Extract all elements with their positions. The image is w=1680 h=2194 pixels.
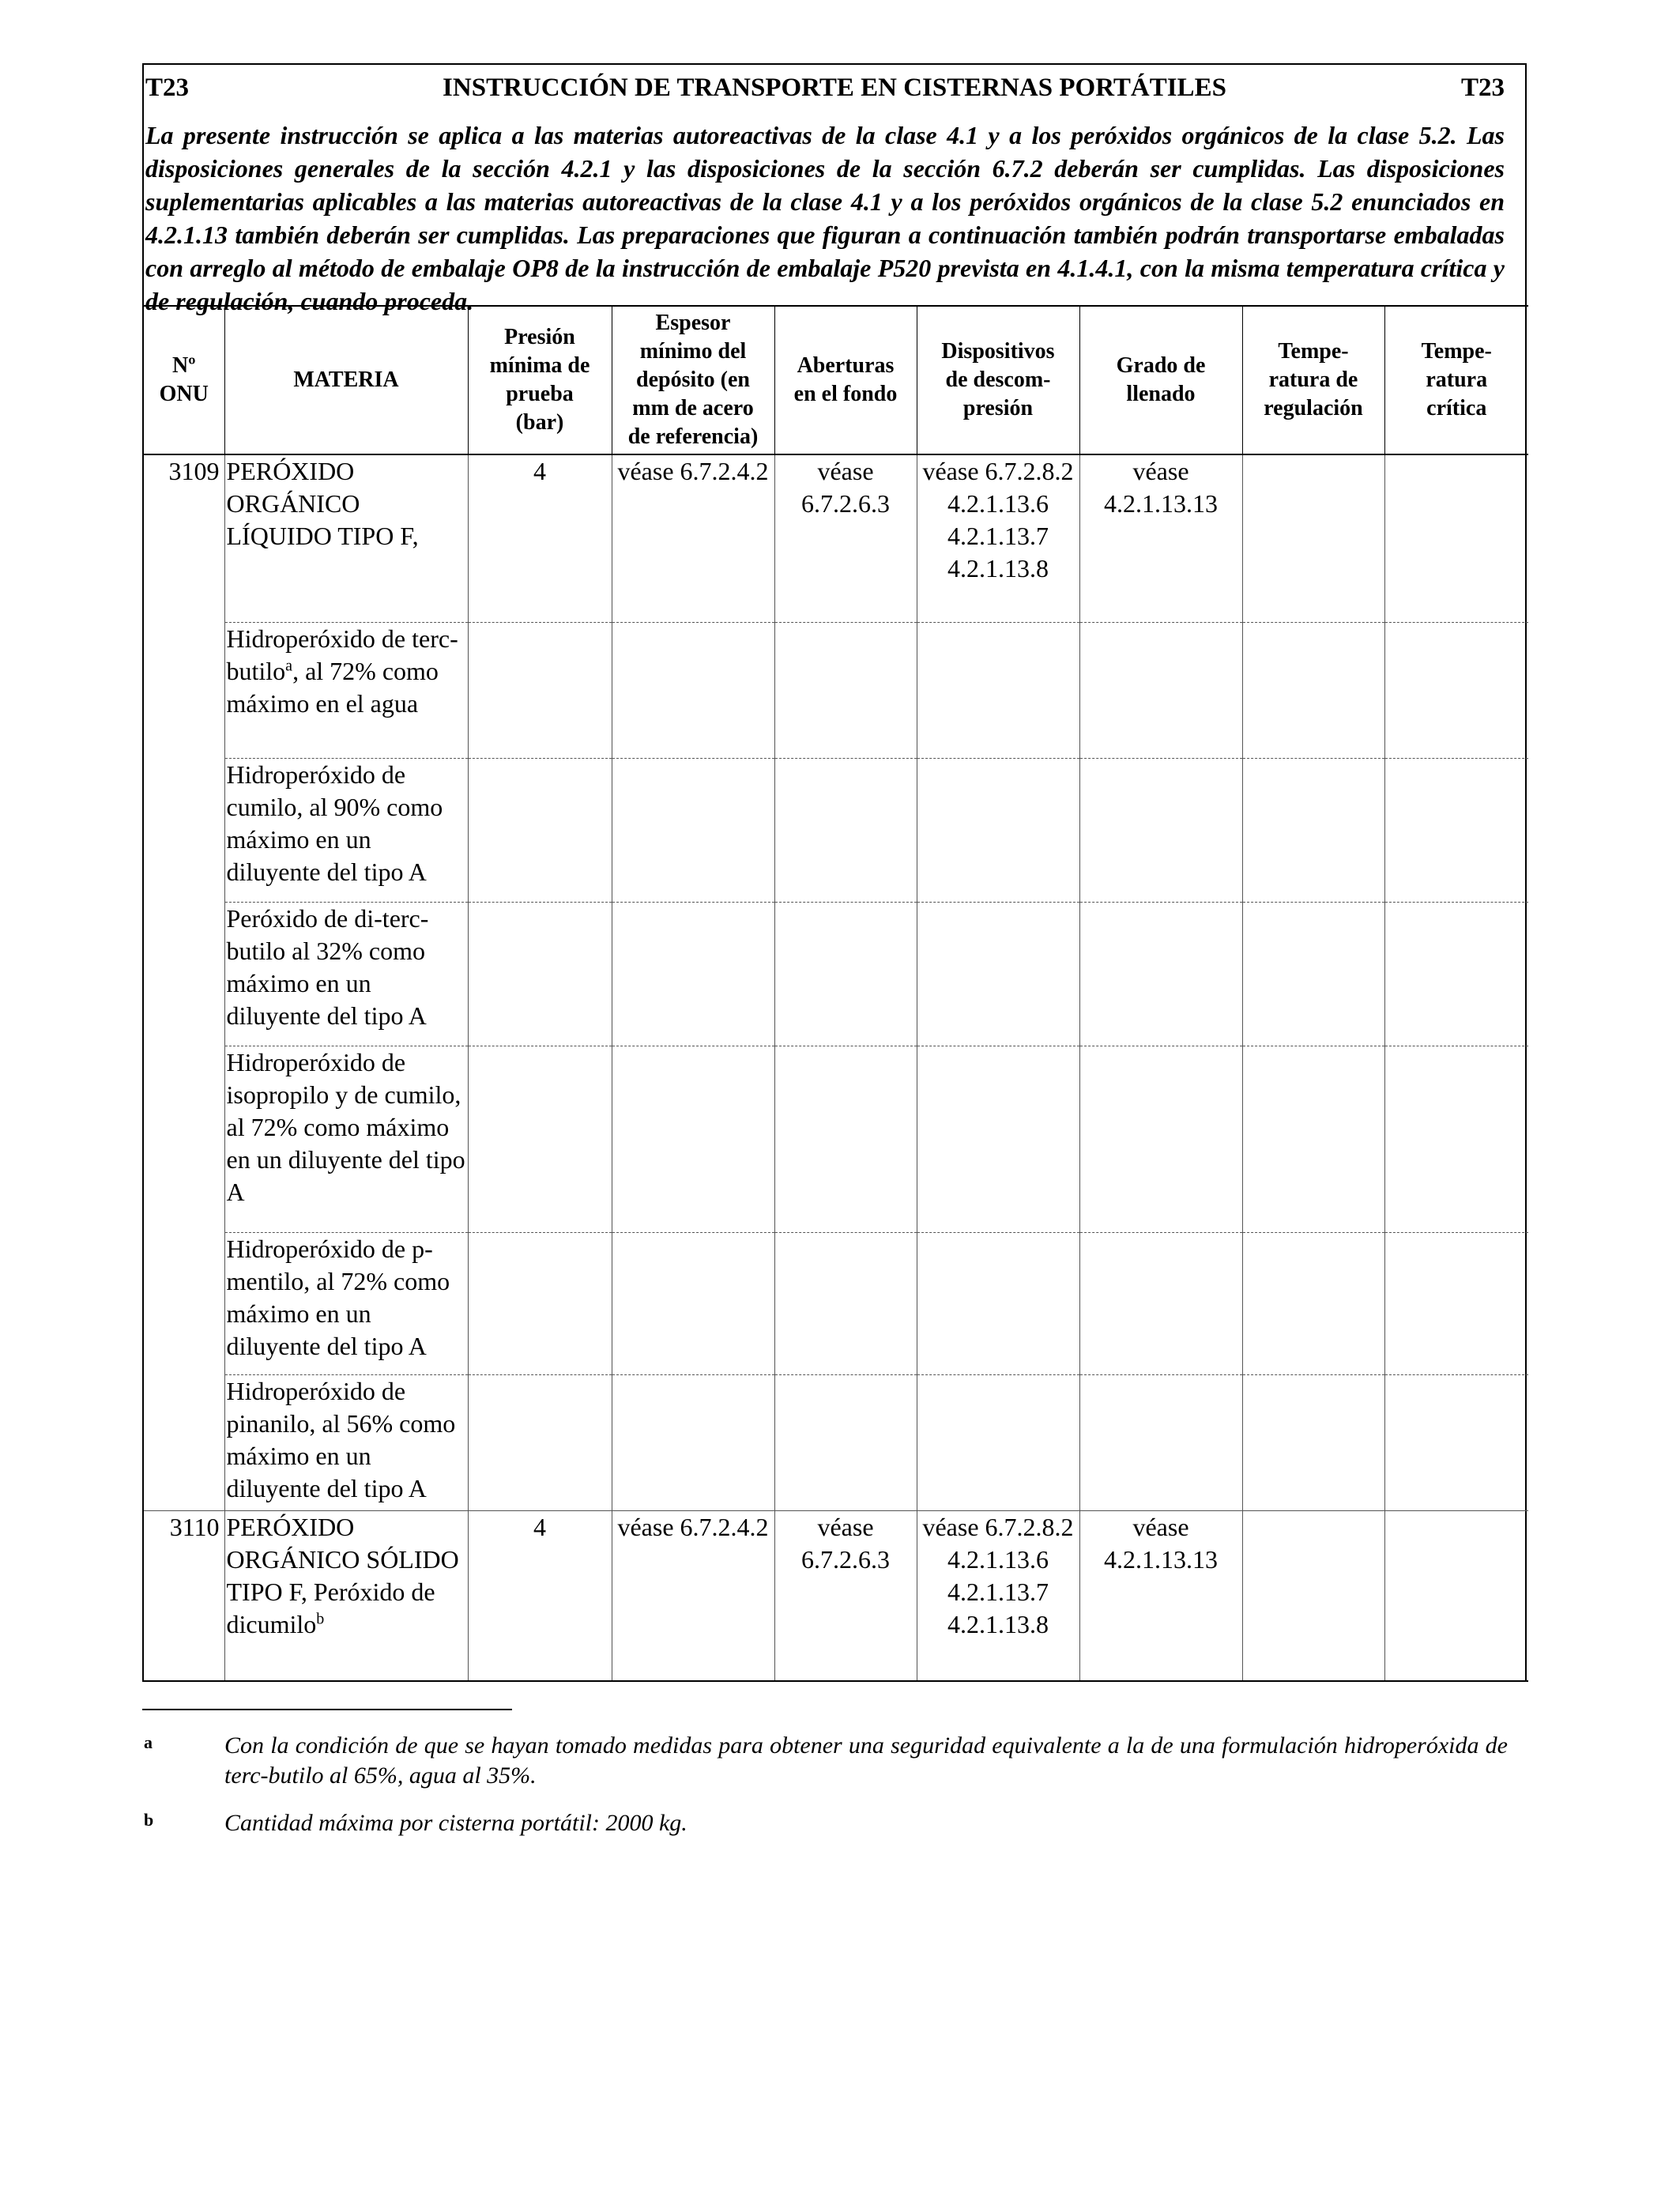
header-materia: MATERIA bbox=[224, 306, 468, 454]
cell-temp-critica bbox=[1384, 1374, 1528, 1510]
footnote-text: Cantidad máxima por cisterna portátil: 2000 kg. bbox=[224, 1810, 687, 1836]
cell-temp-critica bbox=[1384, 622, 1528, 758]
cell-aberturas: véase 6.7.2.6.3 bbox=[774, 454, 917, 622]
table-row bbox=[144, 454, 1528, 622]
cell-temp-critica bbox=[1384, 902, 1528, 1046]
materia-text-after: , al 72% como máximo en el agua bbox=[226, 656, 439, 718]
cell-espesor bbox=[612, 1374, 774, 1510]
cell-presion bbox=[468, 622, 612, 758]
footnote-ref: a bbox=[285, 656, 293, 674]
cell-espesor bbox=[612, 622, 774, 758]
cell-aberturas bbox=[774, 1232, 917, 1374]
cell-onu bbox=[144, 622, 224, 758]
cell-materia bbox=[224, 1510, 468, 1681]
cell-materia: Peróxido de di-terc-butilo al 32% como máximo en un diluyente del tipo A bbox=[224, 902, 468, 1046]
footnote-mark: a bbox=[144, 1732, 153, 1752]
cell-temp-critica bbox=[1384, 1046, 1528, 1232]
cell-dispositivos bbox=[917, 1046, 1079, 1232]
footnote-separator bbox=[142, 1709, 512, 1710]
cell-presion: 4 bbox=[468, 1510, 612, 1681]
cell-espesor bbox=[612, 1046, 774, 1232]
header-temp-critica: Tempe- ratura crítica bbox=[1384, 306, 1528, 454]
cell-temp-critica bbox=[1384, 454, 1528, 622]
table-row bbox=[144, 1232, 1528, 1374]
cell-presion bbox=[468, 758, 612, 902]
cell-dispositivos bbox=[917, 758, 1079, 902]
cell-grado: véase 4.2.1.13.13 bbox=[1079, 454, 1242, 622]
cell-onu bbox=[144, 1374, 224, 1510]
cell-aberturas bbox=[774, 902, 917, 1046]
instruction-code-left: T23 bbox=[145, 74, 190, 102]
table-row bbox=[144, 1046, 1528, 1232]
header-onu: Nº ONU bbox=[144, 306, 224, 454]
cell-presion bbox=[468, 1232, 612, 1374]
cell-aberturas bbox=[774, 758, 917, 902]
cell-dispositivos bbox=[917, 902, 1079, 1046]
header-aberturas: Aberturas en el fondo bbox=[774, 306, 917, 454]
document bbox=[142, 63, 1527, 1682]
cell-grado bbox=[1079, 1046, 1242, 1232]
cell-temp-regulacion bbox=[1242, 454, 1384, 622]
footnote-mark: b bbox=[144, 1810, 154, 1830]
cell-temp-regulacion bbox=[1242, 758, 1384, 902]
cell-espesor: véase 6.7.2.4.2 bbox=[612, 1510, 774, 1681]
footnote-ref: b bbox=[316, 1609, 325, 1627]
cell-onu bbox=[144, 902, 224, 1046]
cell-espesor: véase 6.7.2.4.2 bbox=[612, 454, 774, 622]
table-row bbox=[144, 1374, 1528, 1510]
cell-temp-regulacion bbox=[1242, 1232, 1384, 1374]
cell-dispositivos: véase 6.7.2.8.2 4.2.1.13.6 4.2.1.13.7 4.2.1.13.8 bbox=[917, 454, 1079, 622]
cell-temp-critica bbox=[1384, 758, 1528, 902]
cell-aberturas bbox=[774, 622, 917, 758]
cell-presion bbox=[468, 1374, 612, 1510]
cell-dispositivos bbox=[917, 1374, 1079, 1510]
cell-presion: 4 bbox=[468, 454, 612, 622]
materia-text: Hidroperóxido de terc-butilo bbox=[226, 624, 458, 685]
cell-aberturas bbox=[774, 1374, 917, 1510]
table-row bbox=[144, 622, 1528, 758]
cell-grado bbox=[1079, 902, 1242, 1046]
cell-aberturas: véase 6.7.2.6.3 bbox=[774, 1510, 917, 1681]
cell-presion bbox=[468, 1046, 612, 1232]
table-row bbox=[144, 902, 1528, 1046]
cell-grado bbox=[1079, 622, 1242, 758]
cell-materia: Hidroperóxido de cumilo, al 90% como máximo en un diluyente del tipo A bbox=[224, 758, 468, 902]
cell-materia: Hidroperóxido de p-mentilo, al 72% como máximo en un diluyente del tipo A bbox=[224, 1232, 468, 1374]
intro-paragraph: La presente instrucción se aplica a las materias autoreactivas de la clase 4.1 y a los peróxidos orgánicos de la clase 5.2. Las disposiciones generales de la sección 4.2.1 y las disposiciones de la sección 6.7.2 deberán ser cumplidas. Las disposiciones suplementarias aplicables a las materias autoreactivas de la clase 4.1 y a los peróxidos orgánicos de la clase 5.2 enunciados en 4.2.1.13 también deberán ser cumplidas. Las preparaciones que figuran a continuación también podrán transportarse embaladas con arreglo al método de embalaje OP8 de la instrucción de embalaje P520 prevista en 4.1.4.1, con la misma temperatura crítica y de regulación, cuando proceda. bbox=[145, 121, 1505, 315]
header-espesor: Espesor mínimo del depósito (en mm de acero de referencia) bbox=[612, 306, 774, 454]
cell-materia: PERÓXIDO ORGÁNICO LÍQUIDO TIPO F, bbox=[224, 454, 468, 622]
cell-temp-regulacion bbox=[1242, 622, 1384, 758]
cell-onu: 3110 bbox=[144, 1510, 224, 1681]
materials-table bbox=[144, 305, 1528, 1682]
cell-dispositivos: véase 6.7.2.8.2 4.2.1.13.6 4.2.1.13.7 4.2.1.13.8 bbox=[917, 1510, 1079, 1681]
instruction-box bbox=[142, 63, 1527, 1682]
cell-espesor bbox=[612, 902, 774, 1046]
cell-espesor bbox=[612, 758, 774, 902]
cell-temp-critica bbox=[1384, 1510, 1528, 1681]
cell-dispositivos bbox=[917, 622, 1079, 758]
cell-onu bbox=[144, 1046, 224, 1232]
cell-materia: Hidroperóxido de isopropilo y de cumilo, al 72% como máximo en un diluyente del tipo A bbox=[224, 1046, 468, 1232]
cell-aberturas bbox=[774, 1046, 917, 1232]
cell-temp-critica bbox=[1384, 1232, 1528, 1374]
cell-onu: 3109 bbox=[144, 454, 224, 622]
cell-temp-regulacion bbox=[1242, 902, 1384, 1046]
cell-materia bbox=[224, 622, 468, 758]
table-row bbox=[144, 1510, 1528, 1681]
cell-dispositivos bbox=[917, 1232, 1079, 1374]
cell-temp-regulacion bbox=[1242, 1510, 1384, 1681]
cell-grado bbox=[1079, 1232, 1242, 1374]
cell-presion bbox=[468, 902, 612, 1046]
header-grado: Grado de llenado bbox=[1079, 306, 1242, 454]
header-temp-regulacion: Tempe- ratura de regulación bbox=[1242, 306, 1384, 454]
header-dispositivos: Dispositivos de descom- presión bbox=[917, 306, 1079, 454]
footnote-a bbox=[142, 1731, 1527, 1791]
materia-text: PERÓXIDO ORGÁNICO SÓLIDO TIPO F, Peróxido de dicumilo bbox=[226, 1512, 459, 1638]
cell-grado bbox=[1079, 758, 1242, 902]
cell-espesor bbox=[612, 1232, 774, 1374]
cell-temp-regulacion bbox=[1242, 1374, 1384, 1510]
cell-temp-regulacion bbox=[1242, 1046, 1384, 1232]
cell-onu bbox=[144, 1232, 224, 1374]
footnote-text: Con la condición de que se hayan tomado medidas para obtener una seguridad equivalente a la de una formulación hidroperóxida de terc-butilo al 65%, agua al 35%. bbox=[224, 1732, 1508, 1789]
footnote-b bbox=[142, 1808, 1527, 1838]
instruction-title: INSTRUCCIÓN DE TRANSPORTE EN CISTERNAS PORTÁTILES bbox=[443, 74, 1226, 102]
table-row bbox=[144, 758, 1528, 902]
table-header-row bbox=[144, 306, 1528, 454]
cell-grado: véase 4.2.1.13.13 bbox=[1079, 1510, 1242, 1681]
instruction-code-right: T23 bbox=[1460, 74, 1505, 102]
cell-materia: Hidroperóxido de pinanilo, al 56% como máximo en un diluyente del tipo A bbox=[224, 1374, 468, 1510]
instruction-header bbox=[144, 65, 1525, 111]
cell-onu bbox=[144, 758, 224, 902]
cell-grado bbox=[1079, 1374, 1242, 1510]
header-presion: Presión mínima de prueba (bar) bbox=[468, 306, 612, 454]
